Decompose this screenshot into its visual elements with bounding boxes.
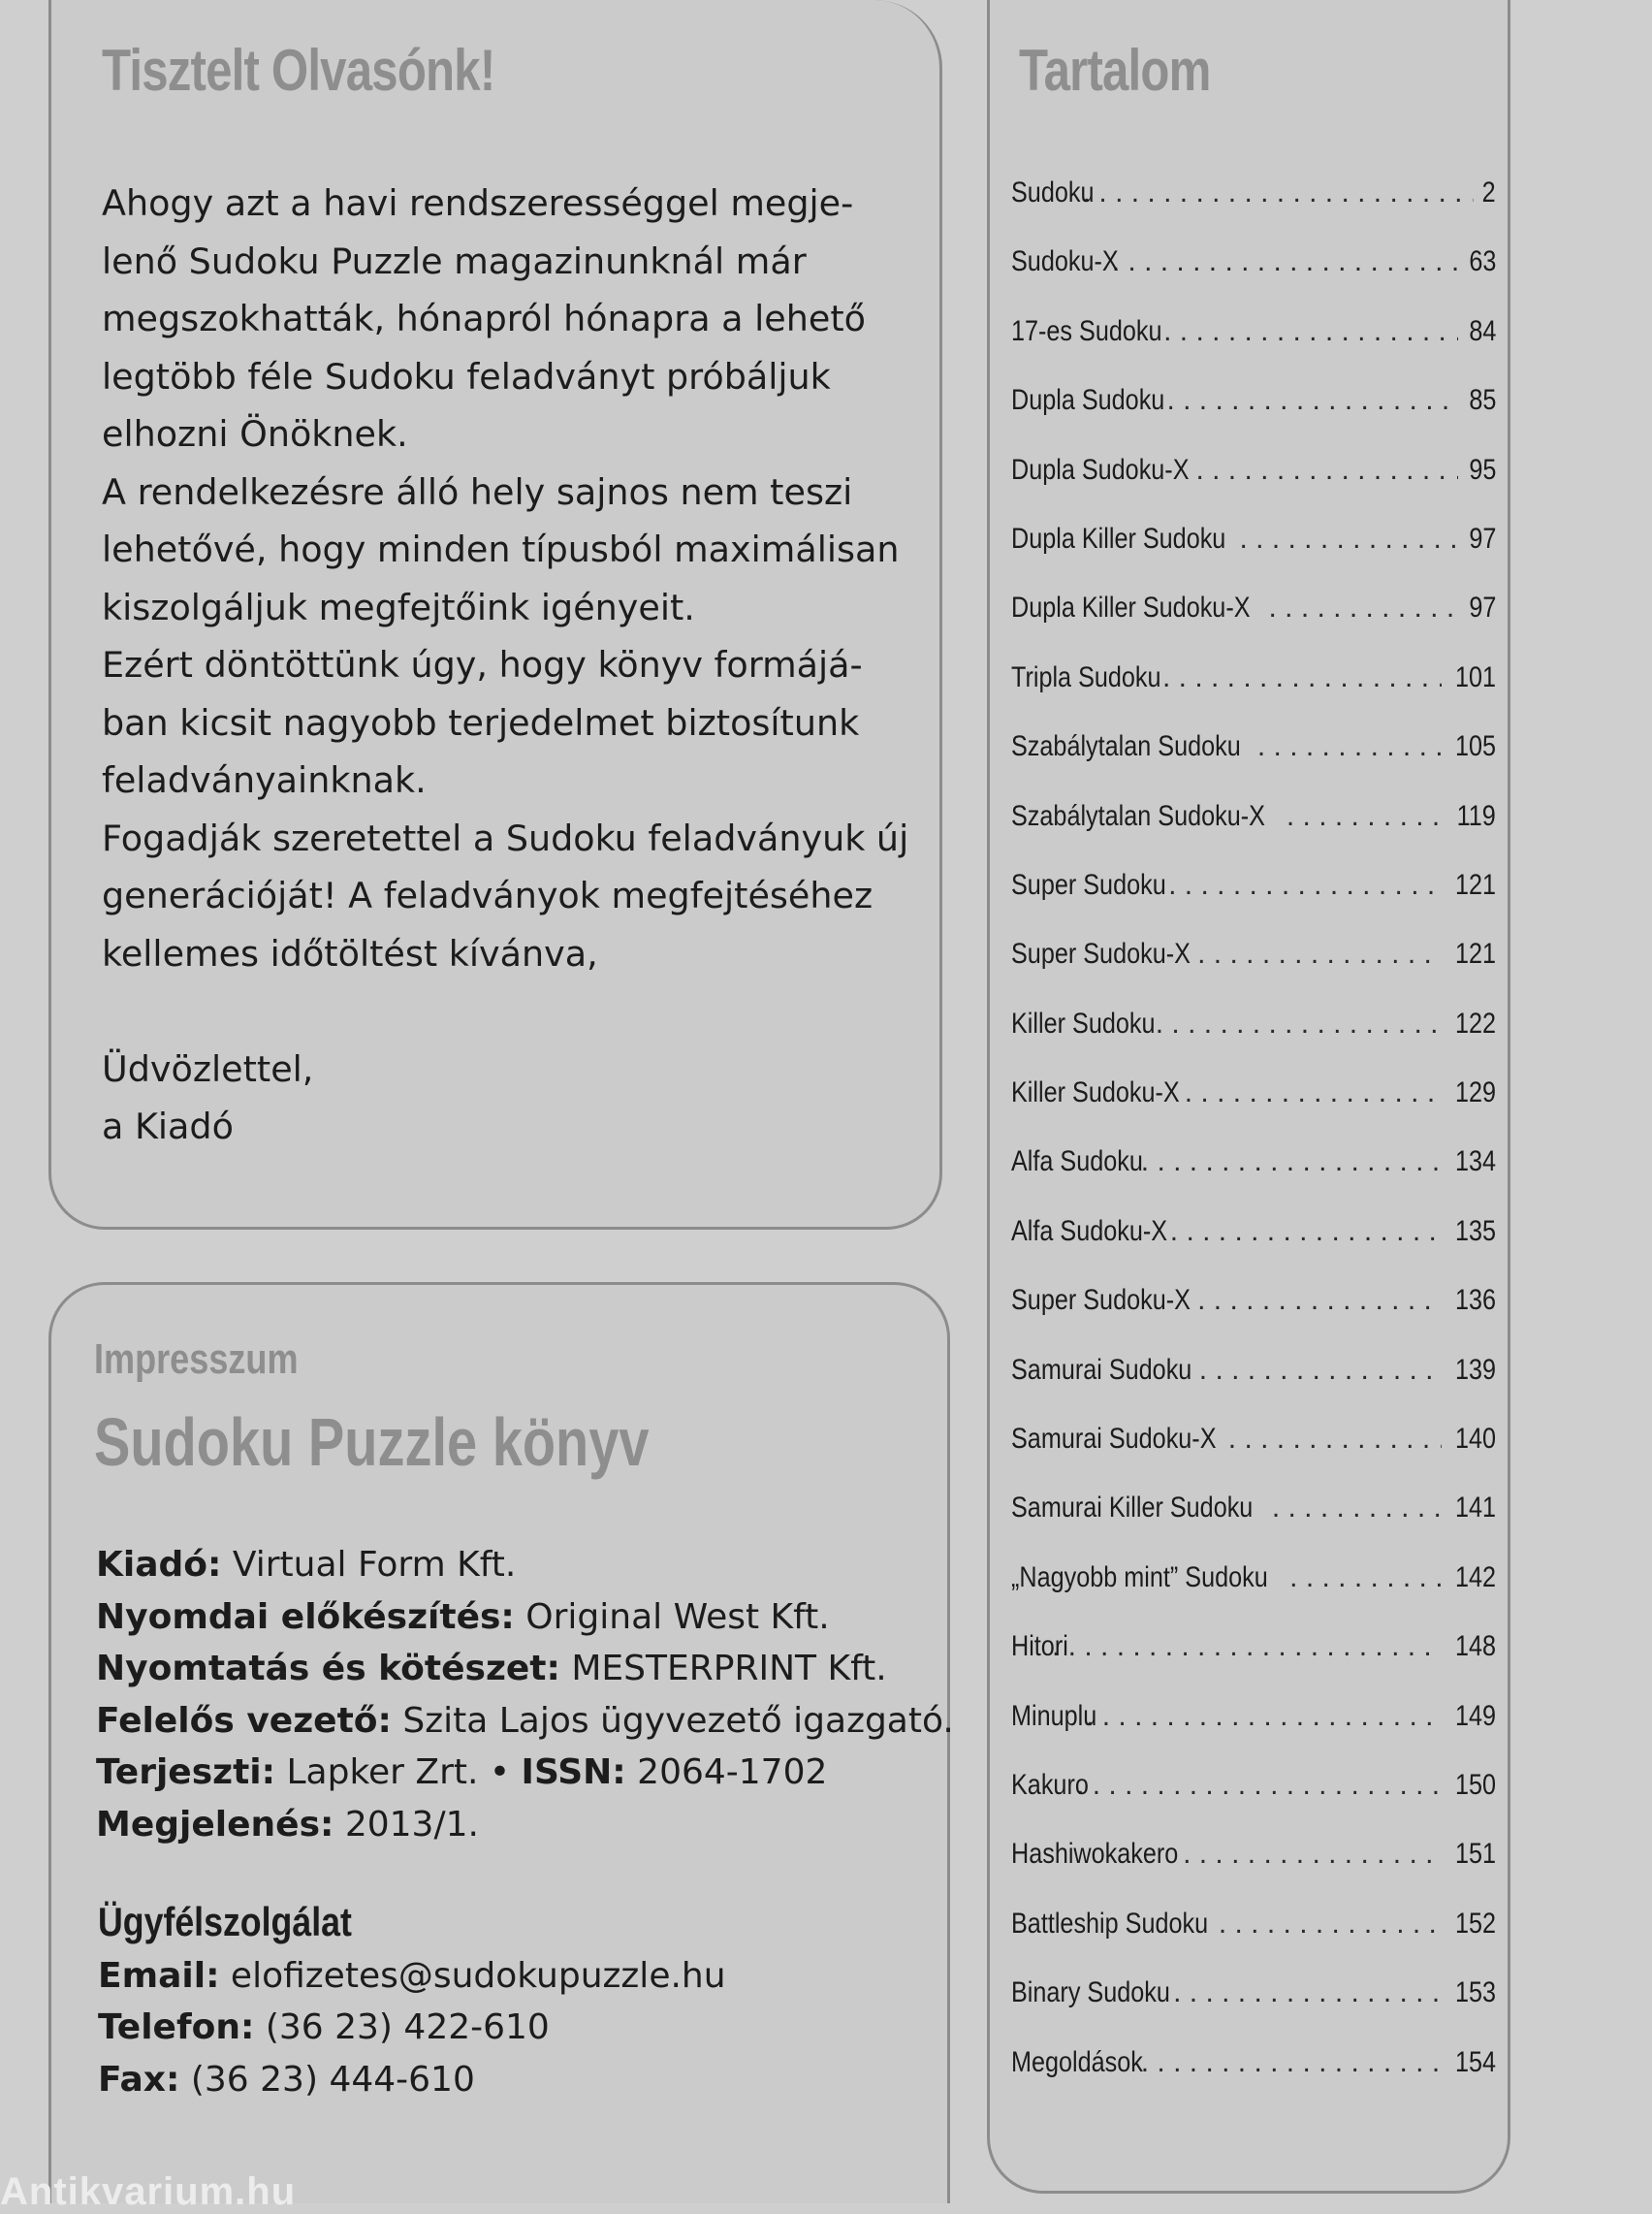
- toc-item-page: 95: [1468, 453, 1496, 486]
- toc-leader-dots: [1141, 1145, 1442, 1178]
- info-value: (36 23) 422-610: [254, 2007, 550, 2047]
- toc-leader-dots: [1287, 800, 1444, 833]
- toc-item-name: Killer Sudoku: [1011, 1007, 1156, 1040]
- letter-line: kellemes időtöltést kívánva,: [102, 932, 598, 975]
- toc-item-page: 149: [1454, 1699, 1496, 1732]
- toc-item: [1011, 1492, 1496, 1560]
- toc-item-name: Samurai Killer Sudoku: [1011, 1492, 1254, 1524]
- info-label: Terjeszti:: [96, 1752, 276, 1792]
- toc-item-name: Kakuro: [1011, 1768, 1089, 1801]
- toc-item: [1011, 1145, 1496, 1214]
- toc-item-page: 153: [1454, 1976, 1496, 2009]
- info-row: [96, 1747, 930, 1799]
- letter-line: Ezért döntöttünk úgy, hogy könyv formájá-: [102, 644, 863, 686]
- info-row: [96, 1643, 930, 1695]
- customer-service: [98, 1896, 932, 2105]
- toc-title: Tartalom: [1019, 38, 1211, 103]
- toc-item: [1011, 1908, 1496, 1976]
- toc-leader-dots: [1199, 1354, 1442, 1387]
- toc-item: [1011, 1354, 1496, 1423]
- toc-item-page: 152: [1454, 1907, 1496, 1940]
- table-of-contents-panel: [987, 0, 1510, 2194]
- toc-item-page: 142: [1454, 1560, 1496, 1593]
- toc-item-page: 122: [1454, 1007, 1496, 1040]
- impressum-title: Sudoku Puzzle könyv: [94, 1404, 650, 1480]
- info-label: Nyomtatás és kötészet:: [96, 1649, 560, 1688]
- info-value: Original West Kft.: [514, 1596, 830, 1637]
- toc-item-page: 85: [1468, 384, 1496, 417]
- toc-leader-dots: [1083, 176, 1475, 209]
- toc-item: [1011, 2046, 1496, 2115]
- toc-item: [1011, 1630, 1496, 1699]
- toc-leader-dots: [1076, 1769, 1442, 1802]
- impressum-label: Impresszum: [94, 1335, 299, 1383]
- toc-item-page: 129: [1454, 1076, 1496, 1109]
- info-value: Szita Lajos ügyvezető igazgató.: [391, 1700, 954, 1741]
- letter-line: ban kicsit nagyobb terjedelmet biztosítunk: [102, 701, 860, 744]
- toc-item-page: 121: [1454, 938, 1496, 971]
- info-value: Lapker Zrt. •: [275, 1752, 522, 1792]
- letter-line: Ahogy azt a havi rendszerességgel megje-: [102, 182, 854, 224]
- toc-item-page: 101: [1454, 660, 1496, 693]
- toc-leader-dots: [1173, 1976, 1442, 2009]
- toc-leader-dots: [1052, 1630, 1442, 1663]
- toc-leader-dots: [1185, 1076, 1442, 1109]
- info-label: Fax:: [98, 2059, 180, 2100]
- toc-leader-dots: [1272, 1492, 1442, 1524]
- toc-leader-dots: [1183, 1838, 1442, 1871]
- info-row: [96, 1591, 930, 1644]
- toc-item-name: Hitori: [1011, 1630, 1068, 1663]
- toc-item: [1011, 730, 1496, 799]
- toc-item-page: 84: [1468, 314, 1496, 347]
- toc-leader-dots: [1170, 1215, 1442, 1248]
- letter-line: lehetővé, hogy minden típusból maximálisan: [102, 529, 900, 570]
- toc-item-name: Samurai Sudoku-X: [1011, 1423, 1217, 1456]
- toc-item-name: Super Sudoku-X: [1011, 938, 1191, 971]
- toc-item-name: Dupla Sudoku-X: [1011, 453, 1190, 486]
- toc-item-name: Battleship Sudoku: [1011, 1907, 1209, 1940]
- toc-item-page: 151: [1454, 1838, 1496, 1871]
- toc-leader-dots: [1268, 592, 1457, 625]
- toc-leader-dots: [1086, 1700, 1442, 1733]
- toc-item-name: Szabálytalan Sudoku: [1011, 730, 1241, 763]
- toc-item: [1011, 1215, 1496, 1284]
- toc-item-page: 139: [1454, 1353, 1496, 1386]
- toc-item-name: Szabálytalan Sudoku-X: [1011, 799, 1265, 832]
- toc-item: [1011, 1284, 1496, 1353]
- toc-item-name: Sudoku-X: [1011, 245, 1119, 278]
- info-row: [98, 1950, 932, 2003]
- toc-leader-dots: [1197, 1284, 1442, 1317]
- letter-title: Tisztelt Olvasónk!: [102, 38, 495, 103]
- toc-item-name: Hashiwokakero: [1011, 1838, 1179, 1871]
- customer-service-title: Ügyfélszolgálat: [98, 1899, 352, 1944]
- letter-line: legtöbb féle Sudoku feladványt próbáljuk: [102, 355, 831, 398]
- info-label: Kiadó:: [96, 1545, 222, 1585]
- toc-item: [1011, 800, 1496, 869]
- toc-item-page: 105: [1454, 730, 1496, 763]
- toc-item-name: Binary Sudoku: [1011, 1976, 1170, 2009]
- customer-service-details: [98, 1950, 932, 2106]
- toc-item-page: 97: [1468, 522, 1496, 555]
- toc-leader-dots: [1239, 523, 1457, 556]
- toc-leader-dots: [1156, 1008, 1442, 1041]
- toc-item-name: „Nagyobb mint” Sudoku: [1011, 1560, 1268, 1593]
- toc-item: [1011, 938, 1496, 1007]
- info-row: [96, 1695, 954, 1748]
- toc-item: [1011, 1769, 1496, 1838]
- info-row: [96, 1539, 930, 1591]
- toc-item: [1011, 869, 1496, 938]
- info-value: MESTERPRINT Kft.: [559, 1649, 887, 1688]
- toc-item: [1011, 1423, 1496, 1492]
- toc-item-page: 150: [1454, 1768, 1496, 1801]
- toc-item-page: 148: [1454, 1630, 1496, 1663]
- toc-item: [1011, 1008, 1496, 1076]
- letter-panel: [48, 0, 942, 1230]
- letter-line: Fogadják szeretettel a Sudoku feladványuk új: [102, 817, 909, 859]
- toc-leader-dots: [1195, 454, 1457, 487]
- toc-item-page: 119: [1456, 799, 1496, 832]
- toc-leader-dots: [1257, 730, 1442, 763]
- toc-item: [1011, 592, 1496, 660]
- toc-leader-dots: [1112, 245, 1458, 278]
- toc-item: [1011, 1700, 1496, 1769]
- toc-item-page: 2: [1481, 176, 1496, 209]
- toc-item-page: 63: [1468, 245, 1496, 278]
- toc-item: [1011, 661, 1496, 730]
- toc-item-name: Super Sudoku: [1011, 868, 1166, 901]
- toc-leader-dots: [1166, 384, 1457, 417]
- toc-item-name: Megoldások: [1011, 2045, 1143, 2078]
- info-label: Felelős vezető:: [96, 1700, 392, 1741]
- toc-item-page: 134: [1454, 1145, 1496, 1178]
- toc-item-name: Sudoku: [1011, 176, 1095, 209]
- impressum-panel: [48, 1282, 954, 2203]
- info-label: ISSN:: [521, 1752, 626, 1792]
- letter-line: elhozni Önöknek.: [102, 413, 408, 455]
- toc-leader-dots: [1228, 1423, 1442, 1456]
- toc-item-name: Dupla Sudoku: [1011, 384, 1165, 417]
- toc-item-name: 17-es Sudoku: [1011, 314, 1162, 347]
- toc-item-name: Tripla Sudoku: [1011, 660, 1161, 693]
- toc-item: [1011, 1561, 1496, 1630]
- letter-greeting: Üdvözlettel,: [102, 1047, 314, 1090]
- info-row: [98, 2054, 932, 2106]
- letter-line: lenő Sudoku Puzzle magazinunknál már: [102, 240, 807, 282]
- toc-item: [1011, 176, 1496, 245]
- toc-item-page: 140: [1454, 1423, 1496, 1456]
- toc-item-name: Dupla Killer Sudoku-X: [1011, 592, 1251, 625]
- toc-leader-dots: [1219, 1908, 1442, 1941]
- toc-item-page: 135: [1454, 1214, 1496, 1247]
- info-row: [96, 1799, 930, 1851]
- toc-item-name: Samurai Sudoku: [1011, 1353, 1192, 1386]
- toc-leader-dots: [1168, 869, 1442, 902]
- toc-item-name: Super Sudoku-X: [1011, 1284, 1191, 1317]
- toc-item: [1011, 245, 1496, 314]
- toc-item: [1011, 454, 1496, 523]
- toc-item-name: Alfa Sudoku: [1011, 1145, 1143, 1178]
- info-row: [98, 2002, 932, 2054]
- toc-item: [1011, 1076, 1496, 1145]
- toc-item-name: Dupla Killer Sudoku: [1011, 522, 1226, 555]
- toc-item-name: Minuplu: [1011, 1699, 1097, 1732]
- letter-paragraph: [102, 175, 936, 982]
- toc-leader-dots: [1162, 661, 1442, 694]
- letter-line: generációját! A feladványok megfejtéséhez: [102, 875, 874, 916]
- letter-line: megszokhatták, hónapról hónapra a lehető: [102, 298, 866, 339]
- impressum-details: [96, 1539, 954, 1850]
- toc-item-page: 97: [1468, 592, 1496, 625]
- letter-line: kiszolgáljuk megfejtőink igényeit.: [102, 586, 695, 628]
- toc-list: [1011, 176, 1496, 2115]
- toc-item-page: 154: [1454, 2045, 1496, 2078]
- info-value: 2064-1702: [625, 1752, 828, 1792]
- toc-item-page: 141: [1454, 1492, 1496, 1524]
- toc-item-name: Killer Sudoku-X: [1011, 1076, 1180, 1109]
- info-value: elofizetes@sudokupuzzle.hu: [219, 1955, 726, 1996]
- info-label: Nyomdai előkészítés:: [96, 1596, 515, 1637]
- toc-item: [1011, 384, 1496, 453]
- toc-item-page: 136: [1454, 1284, 1496, 1317]
- toc-item: [1011, 315, 1496, 384]
- info-value: Virtual Form Kft.: [221, 1545, 517, 1585]
- watermark: Antikvarium.hu: [0, 2170, 297, 2213]
- letter-line: feladványainknak.: [102, 759, 427, 801]
- toc-item: [1011, 523, 1496, 592]
- toc-item: [1011, 1838, 1496, 1907]
- toc-item-name: Alfa Sudoku-X: [1011, 1214, 1168, 1247]
- info-value: 2013/1.: [334, 1804, 479, 1845]
- info-label: Megjelenés:: [96, 1804, 334, 1845]
- info-value: (36 23) 444-610: [179, 2059, 475, 2100]
- info-label: Telefon:: [98, 2007, 255, 2047]
- toc-leader-dots: [1197, 938, 1442, 971]
- toc-leader-dots: [1141, 2046, 1442, 2079]
- toc-leader-dots: [1163, 315, 1457, 348]
- toc-item-page: 121: [1454, 868, 1496, 901]
- letter-body: [102, 175, 936, 1156]
- toc-leader-dots: [1289, 1561, 1442, 1594]
- toc-item: [1011, 1976, 1496, 2045]
- letter-line: A rendelkezésre álló hely sajnos nem teszi: [102, 470, 853, 513]
- info-label: Email:: [98, 1955, 220, 1996]
- letter-signature: a Kiadó: [102, 1106, 234, 1147]
